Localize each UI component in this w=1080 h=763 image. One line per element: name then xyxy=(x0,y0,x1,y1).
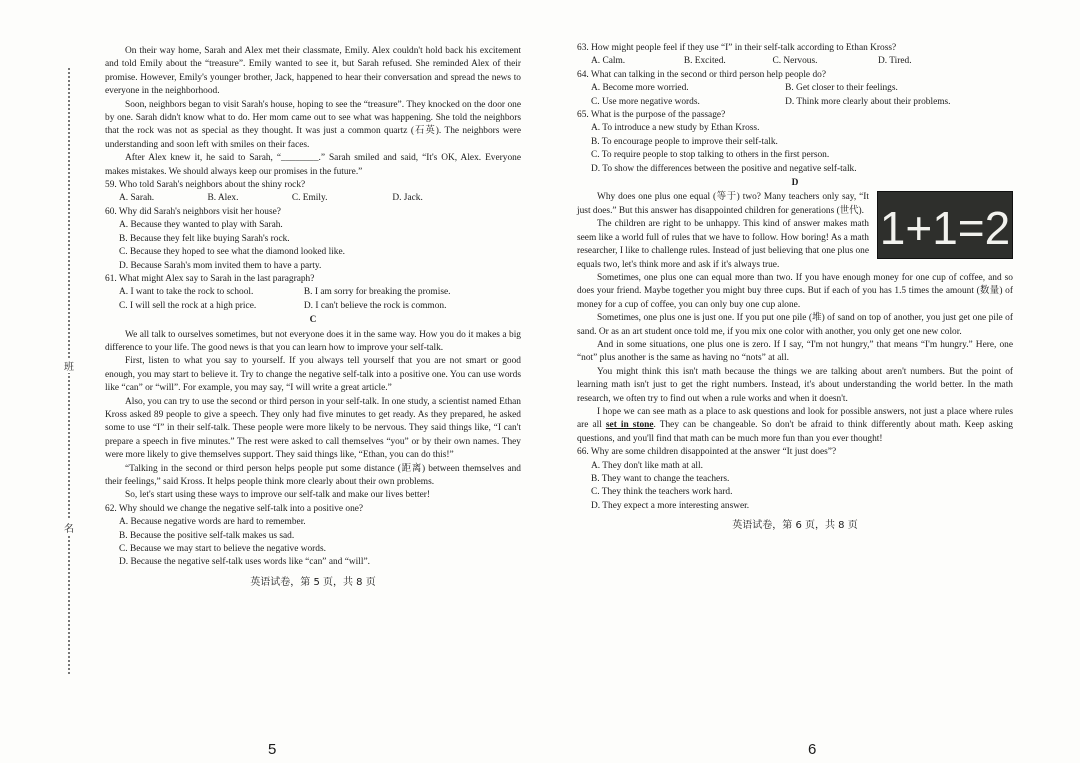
option: C. Because they hoped to see what the diamond looked like. xyxy=(119,247,345,258)
passage-d-last-paragraph xyxy=(577,406,1013,446)
passage-d-paragraph: Why does one plus one equal (等于) two? Many teachers only say, “It just does.” But this answer has disappointed children for generations (世代). xyxy=(577,192,869,216)
question-60-stem: 60. Why did Sarah's neighbors visit her house? xyxy=(105,206,281,217)
question-59-stem: 59. Who told Sarah's neighbors about the shiny rock? xyxy=(105,180,306,191)
underlined-phrase-set-in-stone: set in stone xyxy=(605,420,654,431)
option: D. To show the differences between the positive and negative self-talk. xyxy=(591,163,857,174)
passage-d-paragraph: The children are right to be unhappy. This kind of answer makes math seem like a world full of rules that we have to follow. How boring! As a math researcher, I like to challenge rules. Instead of just believing that one plus one equals two, let's think more and ask if it's always true. xyxy=(577,219,869,270)
question-61-stem: 61. What might Alex say to Sarah in the last paragraph? xyxy=(105,273,315,284)
option: C. To require people to stop talking to others in the first person. xyxy=(591,150,830,161)
question-63-options xyxy=(577,55,1013,68)
page-footer-left: 英语试卷，第 5 页，共 8 页 xyxy=(250,576,376,588)
question-65-stem: 65. What is the purpose of the passage? xyxy=(577,110,726,121)
option: B. Alex. xyxy=(207,193,239,204)
option: C. Because we may start to believe the negative words. xyxy=(119,544,326,555)
option: C. Emily. xyxy=(291,193,328,204)
passage-c-paragraph: So, let's start using these ways to improve our self-talk and make our lives better! xyxy=(125,490,431,501)
page-number-right: 6 xyxy=(808,741,817,758)
question-64-options xyxy=(577,82,1013,109)
chalkboard-equation-text: 1+1=2 xyxy=(879,202,1011,255)
chalkboard-equation xyxy=(878,192,1012,258)
option: B. Get closer to their feelings. xyxy=(785,83,898,94)
option: A. Because they wanted to play with Sarah. xyxy=(119,220,283,231)
chalkboard-image xyxy=(877,191,1013,259)
binding-label-class: 班 xyxy=(64,358,74,373)
passage-c-paragraph: “Talking in the second or third person helps people put some distance (距离) between themselves and their feelings,” said Kross. It helps people think more clearly about their own problems. xyxy=(105,463,521,487)
right-page xyxy=(577,42,1013,533)
binding-label-name: 名 xyxy=(64,520,74,535)
passage-d-paragraph: You might think this isn't math because the things we are talking about aren't numbers. But the point of learning math isn't just to get the right numbers. Instead, it's about understanding the world better. In the math research, we often try to find out when a rule works and when it doesn't. xyxy=(577,366,1013,404)
passage-b-paragraph: On their way home, Sarah and Alex met their classmate, Emily. Alex couldn't hold back his excitement and told Emily about the “treasure”. Emily wanted to see it, but Sarah refused. She reminded Alex of their promise. However, Emily's younger brother, Jack, happened to hear their conversation and spread the news to everyone in the neighborhood. xyxy=(105,46,521,97)
option: C. I will sell the rock at a high price. xyxy=(119,300,257,311)
option: D. Because the negative self-talk uses words like “can” and “will”. xyxy=(119,557,370,568)
option: A. Sarah. xyxy=(119,193,155,204)
option: B. To encourage people to improve their self-talk. xyxy=(591,136,778,147)
passage-c-paragraph: First, listen to what you say to yourself. If you always tell yourself that you are not smart or good enough, you may start to believe it. Try to change the negative self-talk into a positive one. You can use words like “can” or “will”. For example, you may say, “I will write a great article.” xyxy=(105,356,521,394)
option: B. They want to change the teachers. xyxy=(591,474,730,484)
option: B. I am sorry for breaking the promise. xyxy=(303,287,451,298)
option: D. Tired. xyxy=(877,56,912,67)
section-c-heading: C xyxy=(309,315,317,326)
option: D. Think more clearly about their problems. xyxy=(785,96,951,107)
question-63-stem: 63. How might people feel if they use “I” in their self-talk according to Ethan Kross? xyxy=(577,43,897,53)
question-62-stem: 62. Why should we change the negative self-talk into a positive one? xyxy=(105,503,364,514)
passage-d-paragraph: Sometimes, one plus one can equal more than two. If you have enough money for one cup of coffee, and so does your friend. Maybe together you might buy three cups. But if each of you has 1.5 times the amount (数量) of money for a cup of coffee, you can only buy one cup alone. xyxy=(577,272,1013,310)
last-paragraph-part-1: I hope we can see math as a place to ask questions and look for possible answers, not just a place where rules are all xyxy=(577,406,1013,431)
passage-b-paragraph: After Alex knew it, he said to Sarah, “________.” Sarah smiled and said, “It's OK, Alex. Everyone makes mistakes. We should always keep our promises in the future.” xyxy=(105,153,521,177)
option: A. Become more worried. xyxy=(591,83,689,94)
question-66-stem: 66. Why are some children disappointed at the answer “It just does”? xyxy=(577,447,837,458)
option: A. Because negative words are hard to remember. xyxy=(119,517,306,528)
question-61-options xyxy=(105,286,521,313)
passage-d-paragraph: And in some situations, one plus one is zero. If I say, “I'm not hungry,” that means “I'm hungry.” Here, one “not” plus another is the same as having no “nots” at all. xyxy=(577,339,1013,364)
option: C. They think the teachers work hard. xyxy=(591,487,733,498)
passage-c-paragraph: Also, you can try to use the second or third person in your self-talk. In one study, a scientist named Ethan Kross asked 89 people to give a speech. They only had five minutes to get ready. As they prepared, he asked some to use “I” in their self-talk. These people were more likely to be nervous. They said things like, “I can't prepare a speech in five minutes.” The rest were asked to call themselves “you” or by their own names. They were more likely to give themselves support. They said things like, “Ethan, you can do this!” xyxy=(105,396,521,461)
option: B. Excited. xyxy=(683,56,726,67)
option: A. They don't like math at all. xyxy=(591,460,703,471)
option: C. Nervous. xyxy=(772,56,818,67)
left-page xyxy=(105,45,521,589)
option: B. Because they felt like buying Sarah's rock. xyxy=(119,233,290,244)
section-d-heading: D xyxy=(791,178,799,189)
last-paragraph-part-2: . They can be changeable. So don't be afraid to think differently about math. Keep asking questions, and you'll find that math can be much more fun than you ever thought! xyxy=(577,420,1013,444)
option: C. Use more negative words. xyxy=(591,96,700,107)
option: B. Because the positive self-talk makes us sad. xyxy=(119,530,295,541)
option: D. I can't believe the rock is common. xyxy=(303,300,447,311)
option: A. I want to take the rock to school. xyxy=(119,287,254,298)
passage-b-paragraph: Soon, neighbors began to visit Sarah's house, hoping to see the “treasure”. They knocked on the door one by one. Sarah didn't know what to do. Her mom came out to see what was happening. She told the neighbors that the rock was not as special as they thought. It was just a common quartz (石英). The neighbors were understanding and soon left with smiles on their faces. xyxy=(105,99,521,150)
passage-d-paragraph: Sometimes, one plus one is just one. If you put one pile (堆) of sand on top of another, you just get one pile of sand. Or as an art student once told me, if you mix one color with another, you only get one new color. xyxy=(577,313,1013,337)
page-number-left: 5 xyxy=(268,741,277,758)
passage-c-paragraph: We all talk to ourselves sometimes, but not everyone does it in the same way. How you do it makes a big difference to your life. The good news is that you can learn how to improve your self-talk. xyxy=(105,329,521,353)
option: D. Jack. xyxy=(392,193,423,204)
option: D. Because Sarah's mom invited them to have a party. xyxy=(119,260,322,271)
question-64-stem: 64. What can talking in the second or third person help people do? xyxy=(577,69,826,80)
option: D. They expect a more interesting answer. xyxy=(591,500,750,511)
question-59-options xyxy=(105,192,521,205)
option: A. To introduce a new study by Ethan Kross. xyxy=(591,123,760,134)
page-footer-right: 英语试卷，第 6 页，共 8 页 xyxy=(732,520,858,532)
option: A. Calm. xyxy=(591,56,626,67)
